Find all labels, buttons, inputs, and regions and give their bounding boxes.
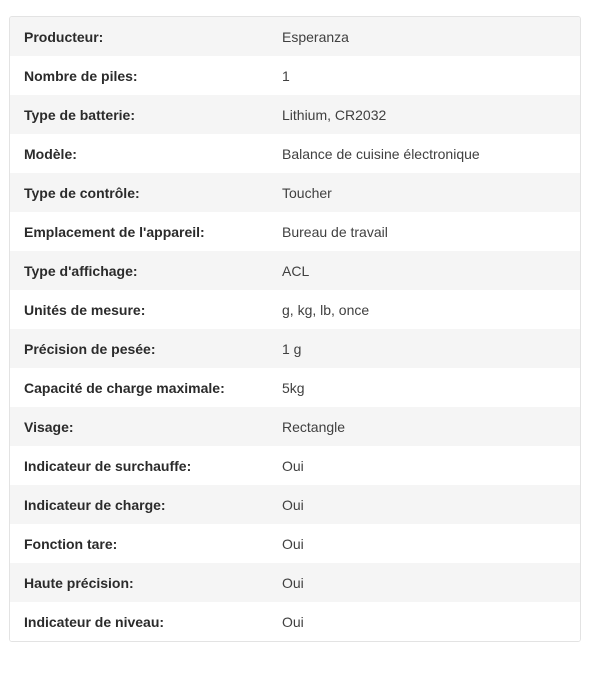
spec-label: Visage: [24,418,74,435]
spec-value: Bureau de travail [282,223,388,240]
spec-label: Fonction tare: [24,535,118,552]
spec-row [10,446,580,485]
spec-label: Emplacement de l'appareil: [24,223,205,240]
spec-value: Oui [282,613,304,630]
spec-label: Haute précision: [24,574,134,591]
spec-row [10,368,580,407]
spec-label: Précision de pesée: [24,340,156,357]
spec-label: Unités de mesure: [24,301,146,318]
spec-row [10,602,580,641]
spec-row [10,95,580,134]
spec-label: Producteur: [24,28,104,45]
spec-value: Oui [282,574,304,591]
spec-row [10,17,580,56]
spec-row [10,407,580,446]
spec-value: ACL [282,262,310,279]
spec-label: Type d'affichage: [24,262,138,279]
spec-value: Toucher [282,184,332,201]
spec-value: Rectangle [282,418,346,435]
specifications-table [9,16,581,642]
spec-label: Indicateur de surchauffe: [24,457,192,474]
spec-label: Type de contrôle: [24,184,140,201]
spec-value: 1 [282,67,290,84]
spec-row [10,212,580,251]
spec-value: Balance de cuisine électronique [282,145,480,162]
spec-value: Oui [282,535,304,552]
spec-value: 1 g [282,340,302,357]
spec-row [10,251,580,290]
spec-value: Esperanza [282,28,349,45]
spec-value: Lithium, CR2032 [282,106,387,123]
spec-row [10,485,580,524]
spec-value: g, kg, lb, once [282,301,370,318]
spec-value: 5kg [282,379,305,396]
spec-row [10,290,580,329]
spec-row [10,563,580,602]
spec-row [10,524,580,563]
spec-row [10,56,580,95]
spec-row [10,329,580,368]
spec-label: Modèle: [24,145,77,162]
spec-label: Indicateur de charge: [24,496,166,513]
spec-label: Capacité de charge maximale: [24,379,225,396]
spec-value: Oui [282,457,304,474]
spec-label: Type de batterie: [24,106,135,123]
spec-row [10,134,580,173]
spec-row [10,173,580,212]
spec-label: Nombre de piles: [24,67,138,84]
spec-label: Indicateur de niveau: [24,613,165,630]
spec-value: Oui [282,496,304,513]
